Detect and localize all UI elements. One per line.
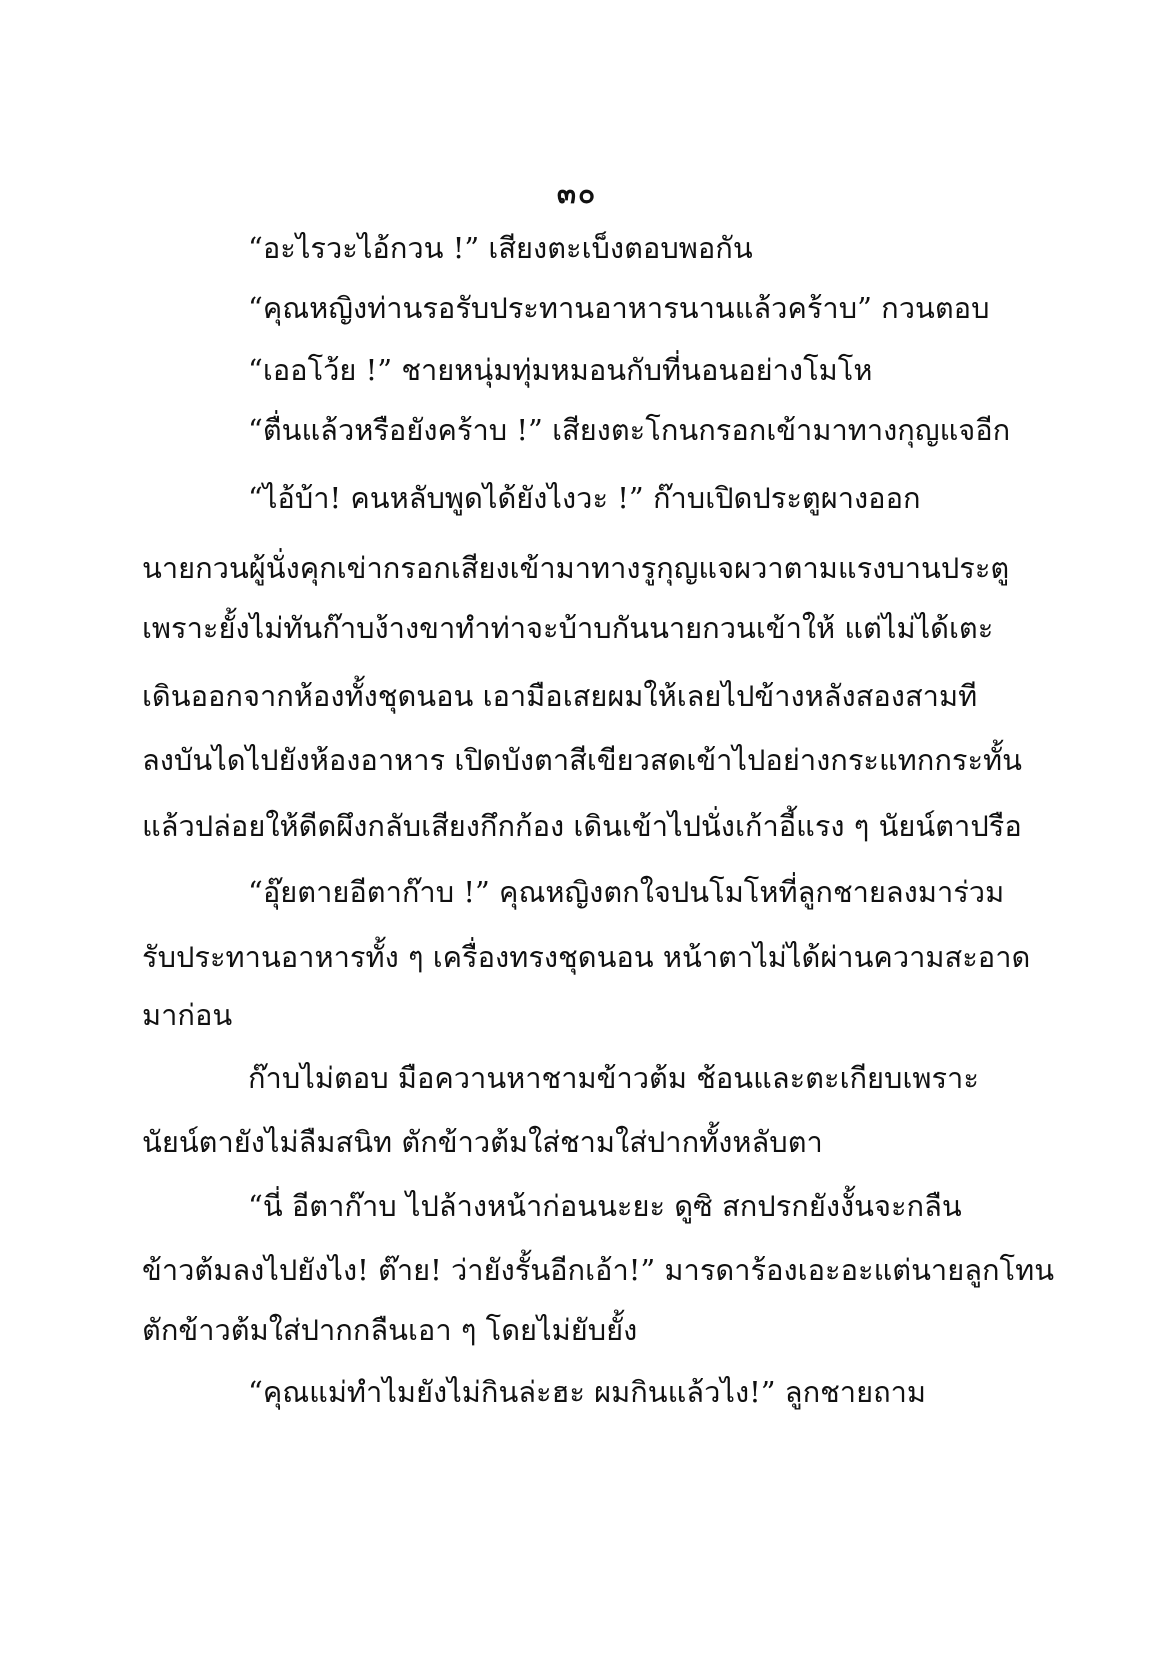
text-line: “คุณหญิงท่านรอรับประทานอาหารนานแล้วคร้าบ” กวนตอบ [248, 291, 990, 325]
text-line: แล้วปล่อยให้ดีดผึงกลับเสียงกึกก้อง เดินเข้าไปนั่งเก้าอี้แรง ๆ นัยน์ตาปรือ [142, 809, 1022, 843]
page-number: ๓๐ [556, 177, 598, 210]
text-line: ตักข้าวต้มใส่ปากกลืนเอา ๆ โดยไม่ยับยั้ง [142, 1313, 638, 1347]
text-line: “อุ๊ยตายอีตาก๊าบ !” คุณหญิงตกใจปนโมโหที่ลูกชายลงมาร่วม [248, 875, 1005, 909]
text-line: ก๊าบไม่ตอบ มือควานหาชามข้าวต้ม ช้อนและตะเกียบเพราะ [248, 1061, 979, 1095]
text-line: “อะไรวะไอ้กวน !” เสียงตะเบ็งตอบพอกัน [248, 231, 753, 265]
text-line: ลงบันไดไปยังห้องอาหาร เปิดบังตาสีเขียวสดเข้าไปอย่างกระแทกกระทั้น [142, 743, 1022, 777]
text-line: “ไอ้บ้า! คนหลับพูดได้ยังไงวะ !” ก๊าบเปิดประตูผางออก [248, 481, 921, 515]
text-line: นายกวนผู้นั่งคุกเข่ากรอกเสียงเข้ามาทางรูกุญแจผวาตามแรงบานประตู [142, 551, 1010, 585]
text-line: นัยน์ตายังไม่ลืมสนิท ตักข้าวต้มใส่ชามใส่ปากทั้งหลับตา [142, 1125, 823, 1159]
text-line: “นี่ อีตาก๊าบ ไปล้างหน้าก่อนนะยะ ดูซิ สกปรกยังงั้นจะกลืน [248, 1189, 962, 1223]
text-line: เดินออกจากห้องทั้งชุดนอน เอามือเสยผมให้เลยไปข้างหลังสองสามที [142, 679, 978, 713]
text-line: เพราะยั้งไม่ทันก๊าบง้างขาทำท่าจะบ้าบกันนายกวนเข้าให้ แต่ไม่ได้เตะ [142, 611, 994, 645]
text-line: “คุณแม่ทำไมยังไม่กินล่ะฮะ ผมกินแล้วไง!” ลูกชายถาม [248, 1375, 927, 1409]
text-line: “ตื่นแล้วหรือยังคร้าบ !” เสียงตะโกนกรอกเข้ามาทางกุญแจอีก [248, 413, 1011, 447]
text-line: มาก่อน [142, 998, 233, 1032]
text-line: รับประทานอาหารทั้ง ๆ เครื่องทรงชุดนอน หน้าตาไม่ได้ผ่านความสะอาด [142, 940, 1031, 974]
text-line: “เออโว้ย !” ชายหนุ่มทุ่มหมอนกับที่นอนอย่างโมโห [248, 353, 873, 387]
text-line: ข้าวต้มลงไปยังไง! ต๊าย! ว่ายังรั้นอีกเอ้า!” มารดาร้องเอะอะแต่นายลูกโทน [142, 1253, 1055, 1287]
